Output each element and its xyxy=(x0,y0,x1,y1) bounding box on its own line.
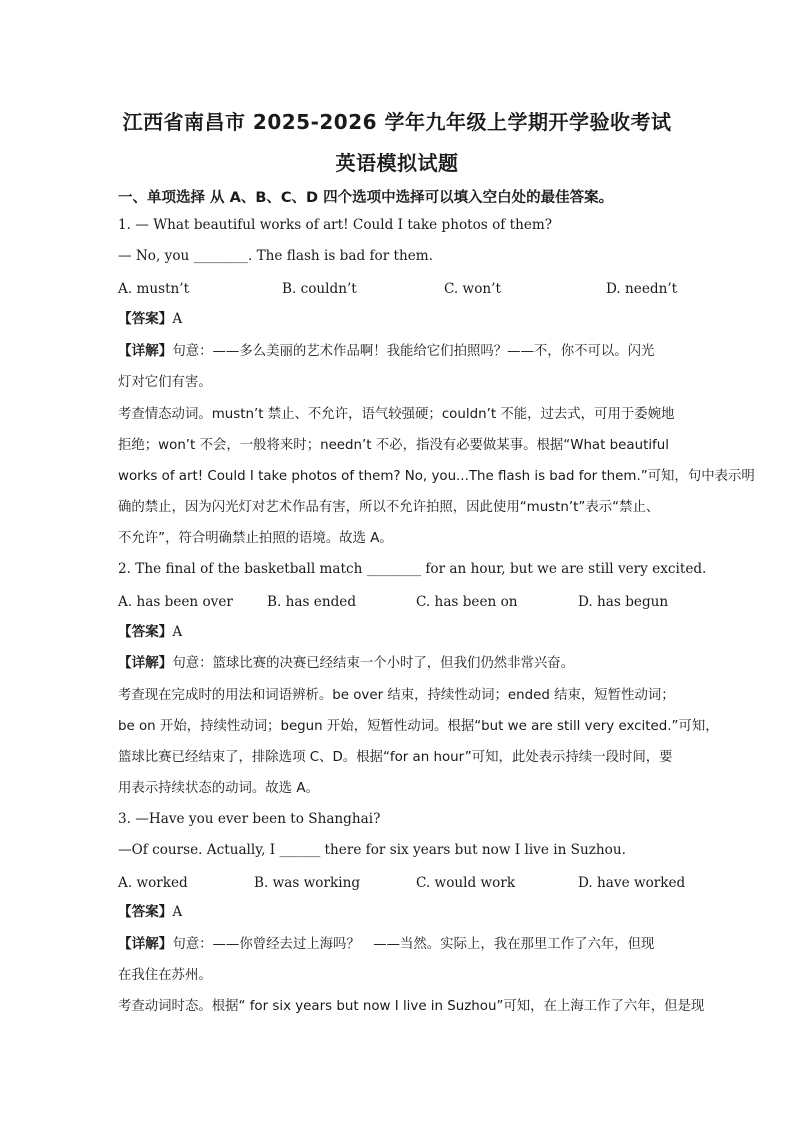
q3-option-d: D. have worked xyxy=(578,875,686,891)
q2-explanation-line1 xyxy=(118,657,678,671)
explanation-tag: 【详解】 xyxy=(118,655,173,671)
q1-option-d: D. needn’t xyxy=(606,281,678,297)
q3-answer xyxy=(118,906,678,920)
q3-explanation-line1 xyxy=(118,938,678,952)
section-heading: 一、单项选择 从 A、B、C、D 四个选项中选择可以填入空白处的最佳答案。 xyxy=(118,190,614,206)
q2-option-d: D. has begun xyxy=(578,594,669,610)
q1-explanation-line1 xyxy=(118,345,678,359)
q2-explanation-line4: 篮球比赛已经结束了，排除选项 C、D。根据“for an hour”可知，此处表示持续一段时间，要 xyxy=(118,750,673,765)
document-title: 江西省南昌市 2025-2026 学年九年级上学期开学验收考试 xyxy=(122,110,672,134)
q1-stem-line1: 1. — What beautiful works of art! Could I take photos of them? xyxy=(118,217,553,233)
document-subtitle: 英语模拟试题 xyxy=(335,151,459,175)
q3-option-b: B. was working xyxy=(254,875,361,891)
q2-explanation-line3: be on 开始，持续性动词；begun 开始，短暂性动词。根据“but we are still very excited.”可知， xyxy=(118,719,719,734)
q1-explanation-line6: 确的禁止，因为闪光灯对艺术作品有害，所以不允许拍照，因此使用“mustn’t”表示“禁止、 xyxy=(118,500,660,515)
q1-explanation-line2: 灯对它们有害。 xyxy=(118,375,212,390)
q1-answer xyxy=(118,313,678,327)
q3-explanation-line2: 在我住在苏州。 xyxy=(118,968,212,983)
explanation-tag: 【详解】 xyxy=(118,343,173,359)
answer-value: A xyxy=(172,311,183,327)
explanation-text: 句意：——多么美丽的艺术作品啊！我能给它们拍照吗？——不，你不可以。闪光 xyxy=(172,344,655,359)
q1-explanation-line3: 考查情态动词。mustn’t 禁止、不允许，语气较强硬；couldn’t 不能，过去式，可用于委婉地 xyxy=(118,407,675,422)
q1-explanation-line7: 不允许”，符合明确禁止拍照的语境。故选 A。 xyxy=(118,531,393,546)
q3-option-c: C. would work xyxy=(416,875,516,891)
q3-stem-line1: 3. —Have you ever been to Shanghai? xyxy=(118,811,381,827)
q1-explanation-line4: 拒绝；won’t 不会，一般将来时；needn’t 不必，指没有必要做某事。根据“What beautiful xyxy=(118,438,669,453)
q1-option-c: C. won’t xyxy=(444,281,501,297)
q2-answer xyxy=(118,626,678,640)
q2-explanation-line5: 用表示持续状态的动词。故选 A。 xyxy=(118,781,319,796)
q2-option-c: C. has been on xyxy=(416,594,518,610)
answer-value: A xyxy=(172,624,183,640)
q3-option-a: A. worked xyxy=(118,875,188,891)
q3-explanation-line3: 考查动词时态。根据“ for six years but now I live in Suzhou”可知，在上海工作了六年，但是现 xyxy=(118,999,705,1014)
q2-stem-line1: 2. The final of the basketball match ________ for an hour, but we are still very excited. xyxy=(118,561,707,577)
answer-value: A xyxy=(172,904,183,920)
q1-stem-line2: — No, you ________. The flash is bad for them. xyxy=(118,248,433,264)
explanation-tag: 【详解】 xyxy=(118,936,173,952)
q2-option-b: B. has ended xyxy=(267,594,357,610)
q3-stem-line2: —Of course. Actually, I ______ there for six years but now I live in Suzhou. xyxy=(118,842,626,858)
q1-explanation-line5: works of art! Could I take photos of them? No, you...The flash is bad for them.”可知，句中表示明 xyxy=(118,469,755,484)
answer-tag: 【答案】 xyxy=(118,311,173,327)
answer-tag: 【答案】 xyxy=(118,904,173,920)
answer-tag: 【答案】 xyxy=(118,624,173,640)
q2-explanation-line2: 考查现在完成时的用法和词语辨析。be over 结束，持续性动词；ended 结束，短暂性动词； xyxy=(118,688,675,703)
q1-option-b: B. couldn’t xyxy=(282,281,357,297)
q1-option-a: A. mustn’t xyxy=(118,281,190,297)
q2-option-a: A. has been over xyxy=(118,594,233,610)
explanation-text: 句意：篮球比赛的决赛已经结束一个小时了，但我们仍然非常兴奋。 xyxy=(172,656,575,671)
explanation-text: 句意：——你曾经去过上海吗？ ——当然。实际上，我在那里工作了六年，但现 xyxy=(172,937,655,952)
